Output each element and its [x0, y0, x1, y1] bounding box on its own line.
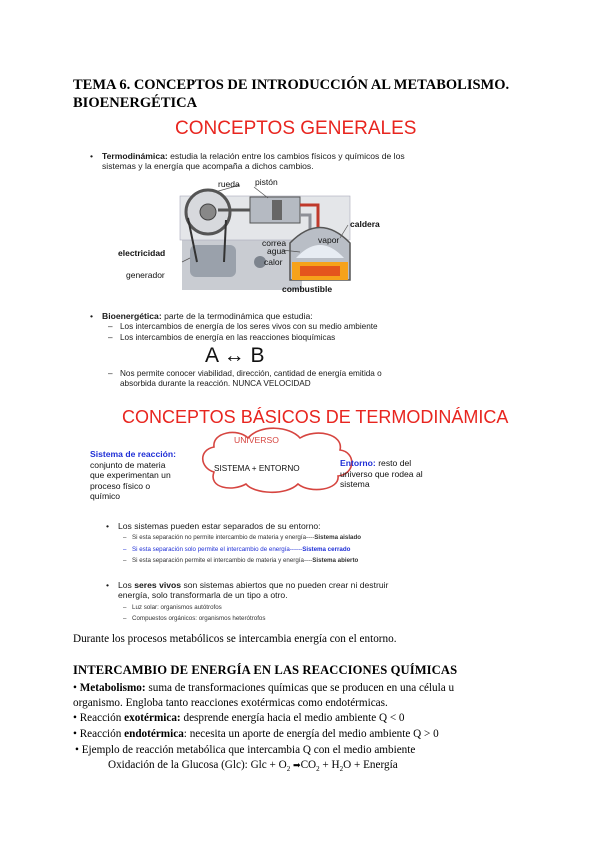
termodinamica-text: estudia la relación entre los cambios físicos y químicos de los: [167, 151, 405, 161]
cloud-text: SISTEMA + ENTORNO: [214, 464, 300, 473]
bullet-metabolismo-line2: organismo. Engloba tanto reacciones exotérmicas como endotérmicas.: [73, 697, 388, 709]
sistema-definition: Sistema de reacción: conjunto de materia que experimentan un proceso físico o químico: [90, 449, 192, 502]
label-calor: calor: [264, 257, 283, 267]
termodinamica-term: Termodinámica:: [102, 151, 168, 161]
bio-item-3: – Nos permite conocer viabilidad, dirección, cantidad de energía emitida o absorbida durante la reacción. NUNCA VELOCIDAD: [108, 369, 382, 388]
bioenergetica-bullet: [90, 311, 452, 321]
bullet-dot: •: [106, 580, 110, 590]
seres-item-autotrofos: – Luz solar: organismos autótrofos: [123, 604, 222, 611]
slide-heading-conceptos-basicos: CONCEPTOS BÁSICOS DE TERMODINÁMICA: [122, 407, 509, 427]
separacion-bullet: • Los sistemas pueden estar separados de su entorno:: [106, 521, 321, 531]
entorno-title: Entorno:: [340, 458, 376, 468]
termodinamica-text-line2: sistemas y la energía que acompaña a dichos cambios.: [102, 161, 314, 172]
label-combustible: combustible: [282, 284, 333, 294]
bioenergetica-text: parte de la termodinámica que estudia:: [161, 311, 313, 321]
bullet-endotermica: • Reacción endotérmica: necesita un aporte de energía del medio ambiente Q > 0: [73, 728, 439, 740]
reaction-equation: A ↔ B: [205, 344, 265, 367]
label-piston: pistón: [255, 177, 278, 187]
label-electricidad: electricidad: [118, 248, 166, 258]
bullet-dot: •: [90, 151, 94, 161]
paragraph-intercambio: Durante los procesos metabólicos se intercambia energía con el entorno.: [73, 633, 397, 645]
bioenergetica-term: Bioenergética:: [102, 311, 162, 321]
entorno-definition: Entorno: resto del universo que rodea al sistema: [340, 458, 423, 490]
slide-heading-conceptos-generales: CONCEPTOS GENERALES: [175, 118, 417, 139]
glucose-oxidation-equation: Oxidación de la Glucosa (Glc): Glc + $O_2$ $➡CO_2 + H_2O$ + Energía: [108, 759, 398, 774]
label-vapor: vapor: [318, 235, 340, 245]
seres-vivos-bullet: • Los seres vivos son sistemas abiertos que no pueden crear ni destruir energía, solo transformarla de un tipo a otro.: [106, 580, 389, 601]
label-universo: UNIVERSO: [234, 435, 279, 445]
title-line-2: BIOENERGÉTICA: [73, 95, 198, 111]
bullet-exotermica: • Reacción exotérmica: desprende energía hacia el medio ambiente Q < 0: [73, 712, 405, 724]
arrow-right-icon: ➡: [293, 760, 301, 770]
bullet-dot: •: [90, 311, 94, 321]
label-correa: correa: [262, 238, 287, 248]
bio-item-1: – Los intercambios de energía de los seres vivos con su medio ambiente: [108, 322, 378, 331]
sep-item-aislado: – Si esta separación no permite intercambio de materia y energía----Sistema aislado: [123, 534, 362, 541]
label-caldera: caldera: [350, 219, 380, 229]
bullet-metabolismo: • Metabolismo: suma de transformaciones químicas que se producen en una célula u: [73, 682, 455, 694]
label-rueda: rueda: [218, 179, 240, 189]
sistema-title: Sistema de reacción:: [90, 449, 176, 459]
section-title: INTERCAMBIO DE ENERGÍA EN LAS REACCIONES QUÍMICAS: [73, 663, 458, 677]
title-line-1: TEMA 6. CONCEPTOS DE INTRODUCCIÓN AL METABOLISMO.: [73, 77, 510, 93]
sep-item-abierto: – Si esta separación permite el intercambio de materia y energía----Sistema abierto: [123, 557, 359, 564]
sep-item-cerrado: – Si esta separación solo permite el intercambio de energía------Sistema cerrado: [123, 546, 351, 553]
label-agua: agua: [267, 246, 286, 256]
bio-item-2: – Los intercambios de energía en las reacciones bioquímicas: [108, 333, 336, 342]
bullet-ejemplo: • Ejemplo de reacción metabólica que intercambia Q con el medio ambiente: [75, 744, 416, 756]
label-generador: generador: [126, 270, 165, 280]
bullet-dot: •: [106, 521, 110, 531]
seres-item-heterotrofos: – Compuestos orgánicos: organismos heterótrofos: [123, 615, 266, 622]
